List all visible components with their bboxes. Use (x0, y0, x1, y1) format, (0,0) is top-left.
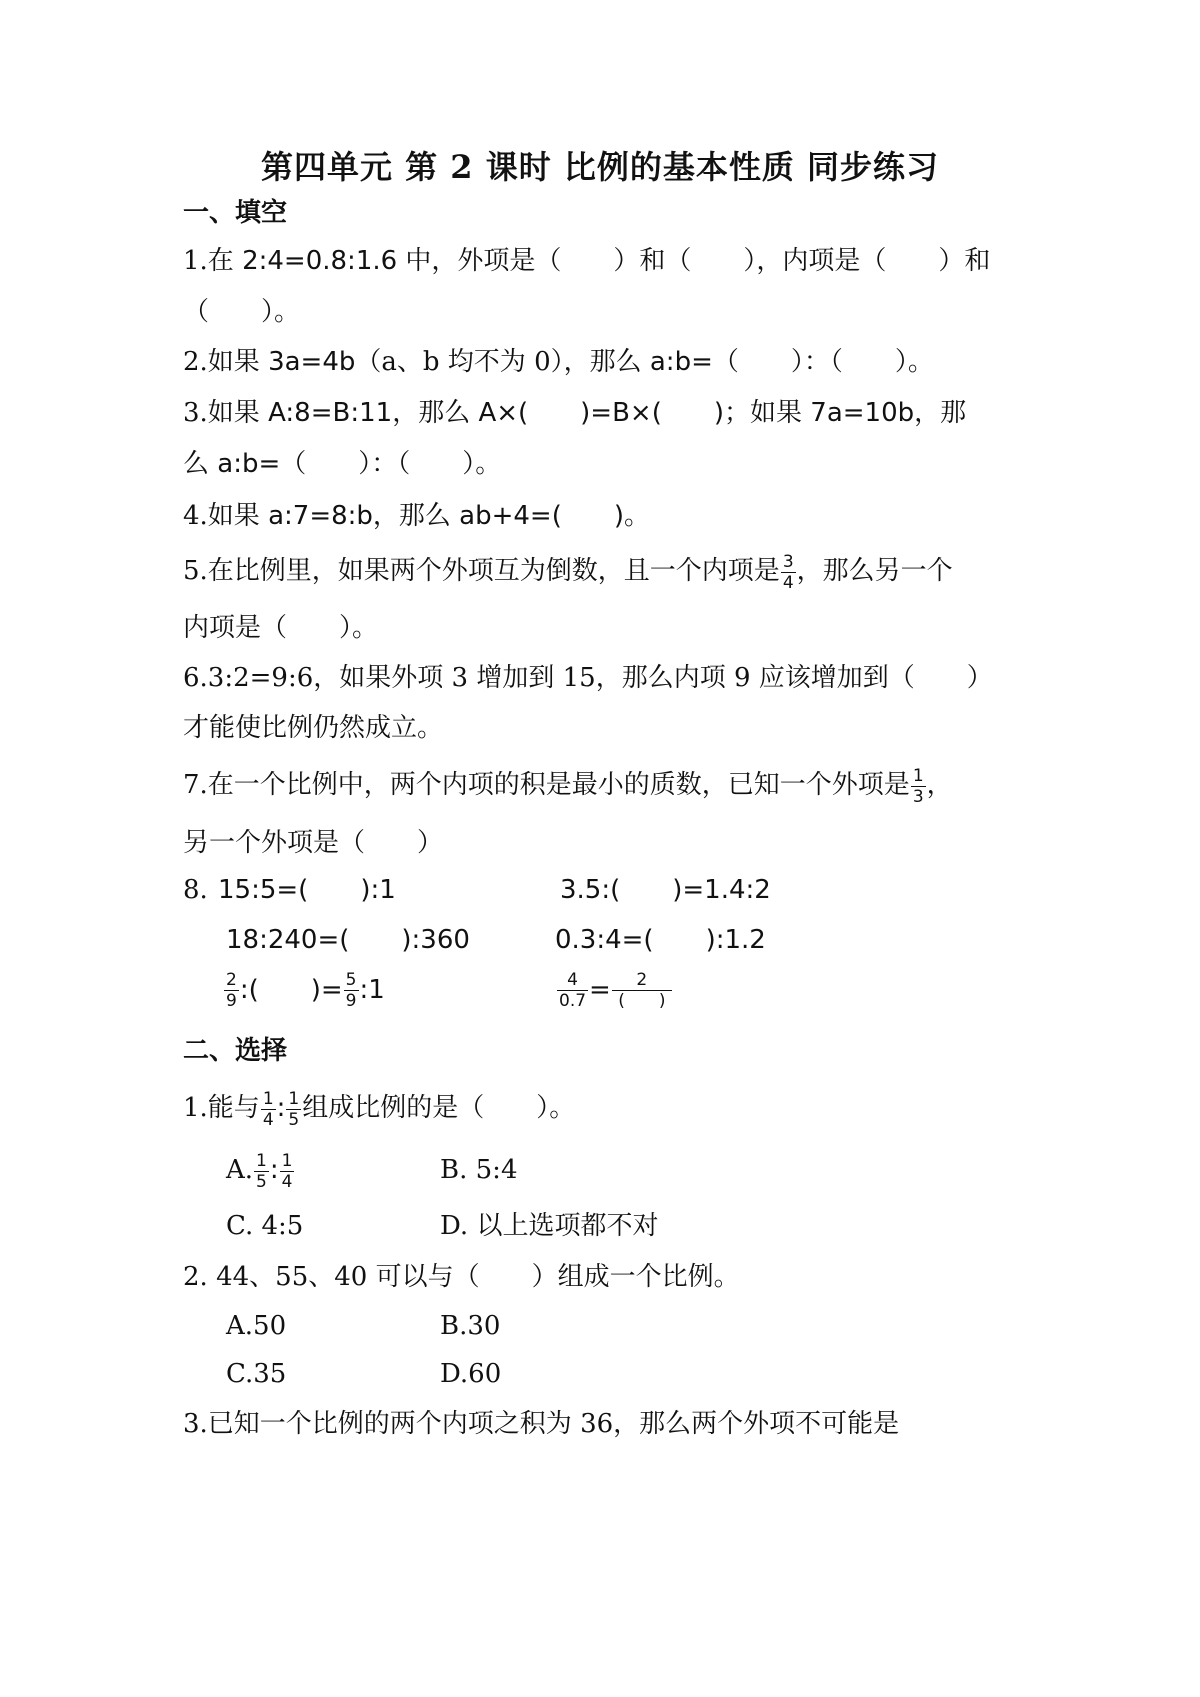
q7-frac-num: 1 (912, 765, 924, 786)
q1-text-c: 中，外项是（ ）和（ ），内项是（ ）和 (397, 246, 991, 276)
q8-equation-6 (556, 970, 673, 1011)
c1-option-d: D. 以上选项都不对 (440, 1211, 659, 1241)
q7-text-c: 另一个外项是（ ） (183, 828, 444, 858)
c1-frac-1 (261, 1089, 276, 1130)
c1-option-a-den-1: 5 (256, 1171, 267, 1192)
question-6-line-1 (183, 658, 993, 698)
page-title: 第四单元 第 2 课时 比例的基本性质 同步练习 (261, 148, 939, 186)
q3-ratio-ab: a:b= (217, 449, 281, 479)
q3-text-g: ，那 (914, 398, 967, 428)
question-4 (183, 496, 650, 536)
question-7-line-2 (183, 823, 443, 863)
c1-option-a-num-1: 1 (256, 1150, 267, 1171)
question-1-line-1 (183, 241, 990, 281)
q8-e6-den-a: 0.7 (559, 991, 587, 1011)
q5-fraction (781, 552, 796, 593)
q8-e5-end: :1 (359, 975, 385, 1005)
q2-text-e: （ ）：（ ）。 (712, 347, 934, 377)
q6-text-a: 6.3:2=9:6，如果外项 3 增加到 15，那么内项 9 应该增加到（ ） (183, 663, 993, 693)
q8-e5-den-a: 9 (226, 991, 237, 1011)
c1-den-1: 4 (262, 1109, 274, 1130)
q1-text-a: 1.在 (183, 246, 243, 276)
question-6-line-2 (183, 708, 443, 748)
q8-e6-num-a: 4 (557, 970, 588, 991)
question-7-line-1 (183, 765, 953, 807)
q3-product: A×( )=B×( ) (478, 398, 725, 428)
q3-equation: 7a=10b (810, 398, 915, 428)
c2-option-b: B.30 (440, 1311, 501, 1341)
section-heading-choice: 二、选择 (183, 1036, 288, 1066)
question-1-line-2 (183, 292, 300, 332)
q5-frac-den: 4 (782, 572, 794, 593)
q8-equation-2: 3.5:( )=1.4:2 (560, 875, 771, 905)
q5-text-c: 内项是（ ）。 (183, 613, 379, 643)
c1-colon: : (276, 1093, 286, 1123)
c1-frac-2 (286, 1089, 301, 1130)
q8-e5-den-c: 9 (345, 991, 357, 1011)
c1-option-b: B. 5:4 (440, 1155, 518, 1185)
c2-option-a: A.50 (226, 1311, 287, 1341)
q8-e6-frac-c (612, 970, 672, 1011)
q4-text-c: ，那么 (372, 501, 460, 531)
section-heading-fill-blank: 一、填空 (183, 198, 288, 228)
q2-equation: 3a=4b (268, 347, 356, 377)
q2-text-c: （a、b 均不为 0），那么 (355, 347, 650, 377)
question-5-line-2 (183, 608, 378, 648)
q3-text-j: （ ）：（ ）。 (280, 449, 502, 479)
q2-text-a: 2.如果 (183, 347, 269, 377)
c1-option-a-frac-1 (254, 1151, 269, 1192)
q6-text-b: 才能使比例仍然成立。 (183, 713, 444, 743)
q8-equation-5 (223, 970, 385, 1011)
q8-e6-equals: = (589, 975, 611, 1005)
c1-den-2: 5 (288, 1109, 300, 1130)
choice-1 (183, 1088, 575, 1130)
q7-text-b: ， (926, 770, 953, 800)
question-2 (183, 342, 934, 382)
q8-e5-num-c: 5 (345, 970, 357, 990)
c1-text-b: 组成比例的是（ ）。 (302, 1093, 576, 1123)
q8-e6-num-c: 2 (612, 970, 672, 991)
c1-option-a-num-2: 1 (281, 1150, 293, 1171)
q8-e5-middle: :( )= (239, 975, 343, 1005)
q7-frac-den: 3 (912, 786, 924, 807)
c1-option-a-colon: : (269, 1155, 279, 1185)
q1-ratio: 2:4=0.8:1.6 (242, 246, 398, 276)
q7-fraction (911, 766, 926, 807)
c1-text-a: 1.能与 (183, 1093, 260, 1123)
question-3-line-1 (183, 393, 966, 433)
q8-equation-4: 0.3:4=( ):1.2 (555, 925, 766, 955)
q8-e6-den-c: ( ) (618, 991, 666, 1011)
q4-text-e: 。 (624, 501, 651, 531)
c1-option-c: C. 4:5 (226, 1211, 304, 1241)
q8-e6-frac-a (557, 970, 588, 1011)
question-5-line-1 (183, 551, 953, 593)
q8-e5-num-a: 2 (226, 970, 237, 990)
c1-option-a-label: A. (226, 1155, 254, 1185)
choice-2: 2. 44、55、40 可以与（ ）组成一个比例。 (183, 1262, 740, 1292)
q8-equation-1: 15:5=( ):1 (218, 875, 396, 905)
q5-frac-num: 3 (782, 551, 794, 572)
q3-text-h: 么 (183, 449, 218, 479)
q5-text-b: ，那么另一个 (796, 556, 953, 586)
q3-ratio: A:8=B:11 (268, 398, 393, 428)
c2-option-d: D.60 (440, 1359, 502, 1389)
c2-option-c: C.35 (226, 1359, 287, 1389)
q4-text-a: 4.如果 (183, 501, 269, 531)
q5-text-a: 5.在比例里，如果两个外项互为倒数，且一个内项是 (183, 556, 780, 586)
c1-option-a-frac-2 (280, 1151, 295, 1192)
q1-text-d: （ ）。 (183, 297, 301, 327)
q8-label: 8. (183, 875, 208, 905)
q8-e5-frac-a (224, 970, 239, 1011)
q4-expression: ab+4=( ) (459, 501, 625, 531)
c1-num-2: 1 (288, 1088, 300, 1109)
c1-option-a-den-2: 4 (281, 1171, 293, 1192)
q3-text-e: ；如果 (724, 398, 811, 428)
q7-text-a: 7.在一个比例中，两个内项的积是最小的质数，已知一个外项是 (183, 770, 910, 800)
question-3-line-2 (183, 444, 501, 484)
q8-equation-3: 18:240=( ):360 (226, 925, 470, 955)
q3-text-a: 3.如果 (183, 398, 269, 428)
q2-ratio: a:b= (649, 347, 713, 377)
q4-ratio: a:7=8:b (268, 501, 373, 531)
c1-num-1: 1 (262, 1088, 274, 1109)
c1-option-a (226, 1150, 295, 1192)
q8-e5-frac-c (344, 970, 359, 1011)
q3-text-c: ，那么 (392, 398, 479, 428)
choice-3: 3.已知一个比例的两个内项之积为 36，那么两个外项不可能是 (183, 1409, 900, 1439)
